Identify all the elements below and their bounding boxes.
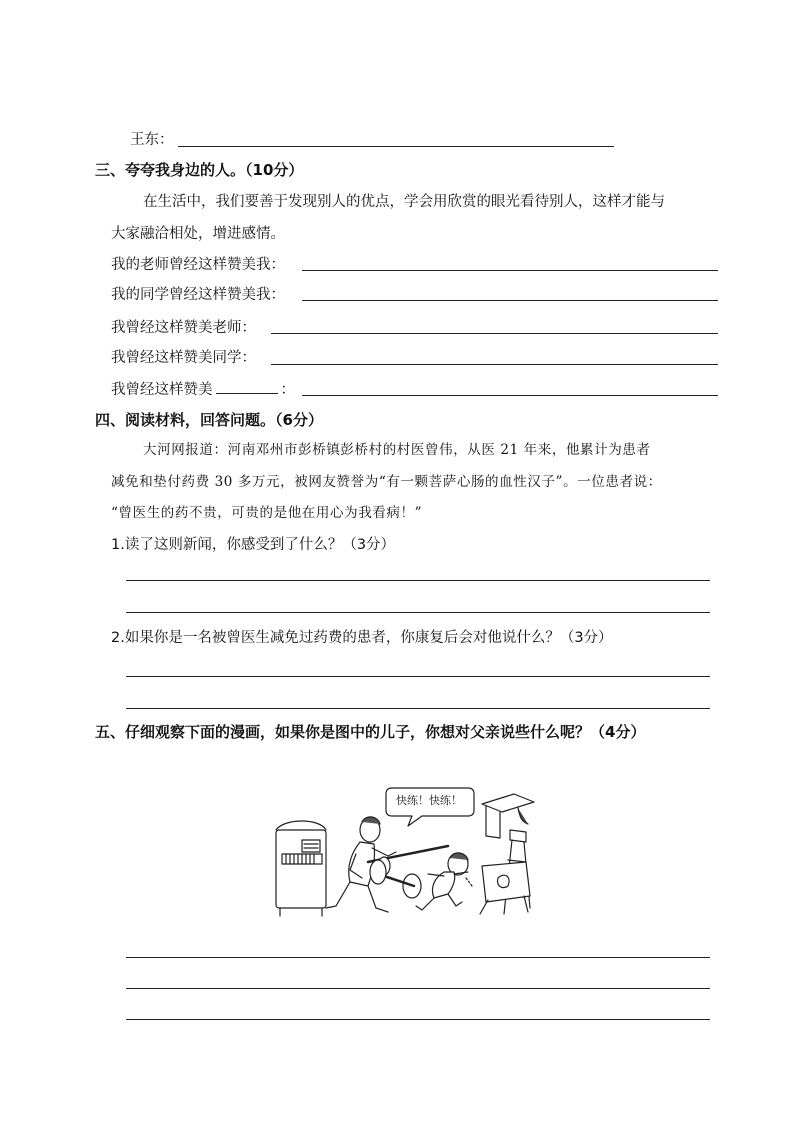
answer-line[interactable] bbox=[126, 1019, 710, 1020]
question-1: 1.读了这则新闻，你感受到了什么？（3分） bbox=[111, 537, 396, 553]
answer-line[interactable] bbox=[126, 988, 710, 989]
section3-paragraph-line1: 在生活中，我们要善于发现别人的优点，学会用欣赏的眼光看待别人，这样才能与 bbox=[143, 194, 665, 210]
section3-heading: 三、夸夸我身边的人。（10分） bbox=[95, 161, 304, 179]
answer-line[interactable] bbox=[126, 708, 710, 709]
answer-line[interactable] bbox=[302, 395, 718, 396]
section5-heading: 五、仔细观察下面的漫画，如果你是图中的儿子，你想对父亲说些什么呢？（4分） bbox=[95, 723, 646, 741]
answer-line[interactable] bbox=[178, 146, 614, 147]
answer-line[interactable] bbox=[126, 957, 710, 958]
answer-line[interactable] bbox=[126, 612, 710, 613]
intro-label: 王东： bbox=[130, 132, 174, 148]
fill-blank[interactable] bbox=[216, 379, 278, 394]
prompt-classmate-praised-me: 我的同学曾经这样赞美我： bbox=[111, 287, 285, 303]
answer-line[interactable] bbox=[271, 333, 718, 334]
comic-speech-text: 快练！快练！ bbox=[396, 794, 462, 807]
answer-line[interactable] bbox=[126, 580, 710, 581]
passage-line1: 大河网报道：河南邓州市彭桥镇彭桥村的村医曾伟，从医 21 年来，他累计为患者 bbox=[143, 442, 651, 458]
passage-line2: 减免和垫付药费 30 多万元，被网友赞誉为“有一颗菩萨心肠的血性汉子”。一位患者说： bbox=[111, 474, 662, 490]
prompt-colon: ： bbox=[280, 382, 295, 398]
answer-line[interactable] bbox=[126, 676, 710, 677]
question-2: 2.如果你是一名被曾医生减免过药费的患者，你康复后会对他说什么？（3分） bbox=[111, 630, 613, 646]
prompt-i-praised-someone bbox=[111, 379, 295, 400]
passage-line3: “曾医生的药不贵，可贵的是他在用心为我看病！” bbox=[111, 505, 423, 521]
answer-line[interactable] bbox=[271, 364, 718, 365]
prompt-text: 我曾经这样赞美 bbox=[111, 382, 213, 398]
answer-line[interactable] bbox=[302, 300, 718, 301]
answer-line[interactable] bbox=[302, 270, 718, 271]
prompt-i-praised-classmate: 我曾经这样赞美同学： bbox=[111, 350, 256, 366]
section3-paragraph-line2: 大家融洽相处，增进感情。 bbox=[111, 226, 285, 242]
prompt-i-praised-teacher: 我曾经这样赞美老师： bbox=[111, 320, 256, 336]
comic-illustration bbox=[272, 782, 544, 928]
section4-heading: 四、阅读材料，回答问题。（6分） bbox=[95, 411, 323, 429]
prompt-teacher-praised-me: 我的老师曾经这样赞美我： bbox=[111, 257, 285, 273]
